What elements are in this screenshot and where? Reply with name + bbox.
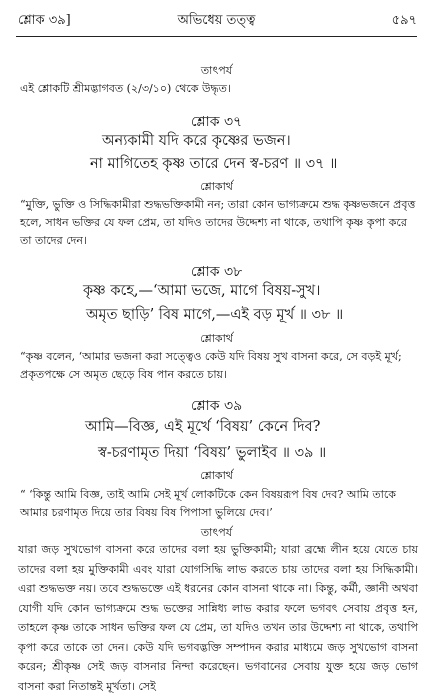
verse-39-title: শ্লোক ৩৯ (190, 398, 243, 414)
verse-37-line-1: অন্যকামী যদি করে কৃষ্ণের ভজন। (102, 133, 291, 149)
running-header-title: অভিধেয় তত্ত্ব (177, 13, 256, 28)
verse-39-line-1: আমি—বিজ্ঞ, এই মূর্খে ‘বিষয়’ কেনে দিব? (85, 419, 321, 435)
verse-38-translation-heading: শ্লোকার্থ (200, 332, 233, 345)
verse-38-translation: “কৃষ্ণ বলেন, ‘আমার ভজনা করা সত্ত্বেও কেউ যদি বিষয় সুখ বাসনা করে, সে বড়ই মূর্খ; প্রকৃতপক্ষে সে অমৃত ছেড়ে বিষ পান করতে চায়। (20, 350, 402, 381)
verse-38-line-2: অমৃত ছাড়ি’ বিষ মাগে,—এই বড় মূর্খ ॥ ৩৮ ॥ (86, 307, 344, 323)
verse-39-line-2: স্ব-চরণামৃত দিয়া ‘বিষয়’ ভুলাইব ॥ ৩৯ ॥ (98, 445, 327, 461)
verse-37-translation: “মুক্তি, ভুক্তি ও সিদ্ধিকামীরা শুদ্ধভক্তিকামী নন; তারা কোন ভাগ্যক্রমে শুদ্ধ কৃষ্ণভজনে প্রবৃত্ত হলে, সাধন ভক্তির যে ফল প্রেম, তা যদিও তাদের উদ্দেশ্য না থাকে, তথাপি কৃষ্ণ কৃপা করে তা তাদের দেন। (20, 198, 416, 247)
verse-39-purport-text: যারা জড় সুখভোগ বাসনা করে তাদের বলা হয় ভুক্তিকামী; যারা ব্রহ্মে লীন হয়ে যেতে চায় তাদের বলা হয় মুক্তিকামী এবং যারা যোগসিদ্ধি লাভ করতে চায় তাদের বলা হয় সিদ্ধিকামী। এরা শুদ্ধভক্ত নয়। তবে শুদ্ধভক্তে এই ধরনের কোন বাসনা থাকে না। কিন্তু, কর্মী, জ্ঞানী অথবা যোগী যদি কোন ভাগ্যক্রমে শুদ্ধ ভক্তের সান্নিধ্য লাভ করার ফলে ভগবৎ সেবায় প্রবৃত্ত হন, তাহলে কৃষ্ণ তাকে সাধন ভক্তির ফল যে প্রেম, তা যদিও তখন তার উদ্দেশ্য না থাকে, তথাপি কৃপা করে তাকে তা দেন। কেউ যদি ভগবদ্ভক্তি সম্পাদন করার মাধ্যমে জড় সুখভোগ বাসনা করেন; শ্রীকৃষ্ণ সেই জড় বাসনার নিন্দা করেছেন। ভগবানের সেবায় যুক্ত হয়ে জড় ভোগ বাসনা করা নিতান্তই মূর্খতা। সেই (18, 543, 418, 693)
verse-37-translation-heading: শ্লোকার্থ (200, 180, 233, 193)
verse-37-title: শ্লোক ৩৭ (190, 114, 243, 130)
header-rule (16, 36, 417, 37)
purport-heading: তাৎপর্য (200, 64, 233, 77)
verse-39-purport-heading: তাৎপর্য (200, 526, 233, 539)
verse-38-title: শ্লোক ৩৮ (190, 264, 243, 280)
verse-38-line-1: কৃষ্ণ কহে,—‘আমা ভজে, মাগে বিষয়-সুখ। (83, 283, 321, 299)
page-number: ৫৯৭ (391, 13, 417, 28)
verse-39-translation-heading: শ্লোকার্থ (200, 469, 233, 482)
running-header-left: শ্লোক ৩৯] (18, 13, 71, 28)
purport-text: এই শ্লোকটি শ্রীমদ্ভাগবত (২/৩/১০) থেকে উদ্ধৃত। (20, 82, 231, 95)
verse-37-line-2: না মাগিতেহ কৃষ্ণ তারে দেন স্ব-চরণ ॥ ৩৭ ॥ (90, 156, 338, 172)
verse-39-translation: “ ‘কিন্তু আমি বিজ্ঞ, তাই আমি সেই মূর্খ লোকটিকে কেন বিষয়রূপ বিষ দেব? আমি তাকে আমার চরণামৃত দিয়ে তার বিষয় বিষ পিপাসা ভুলিয়ে দেব।’ (20, 488, 396, 519)
